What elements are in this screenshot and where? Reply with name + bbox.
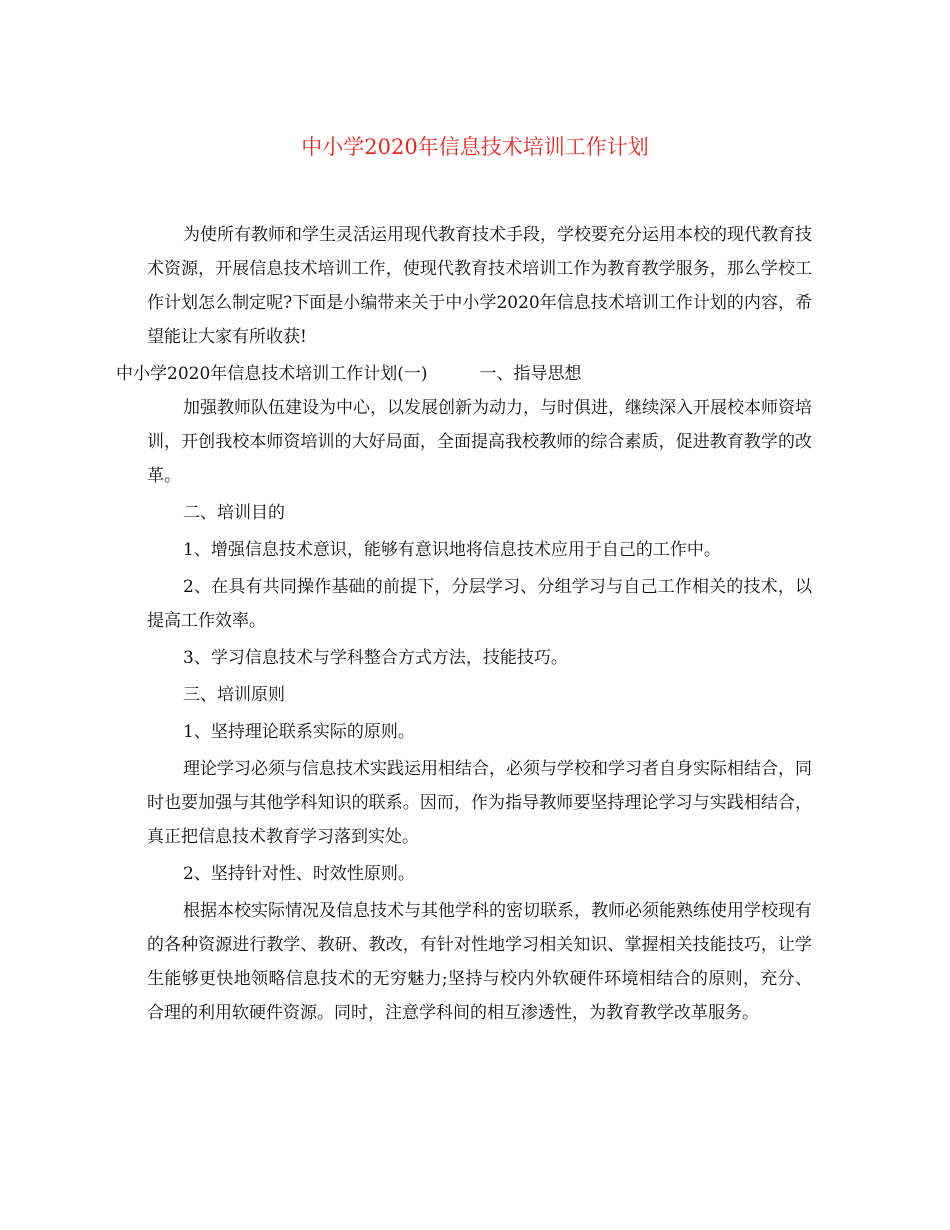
- section1-paragraph: 加强教师队伍建设为中心，以发展创新为动力，与时俱进，继续深入开展校本师资培训，开创我校本师资培训的大好局面，全面提高我校教师的综合素质，促进教育教学的改革。: [147, 398, 812, 486]
- principle-2: 2、坚持针对性、时效性原则。: [183, 864, 415, 884]
- plan-heading: 中小学2020年信息技术培训工作计划(一): [116, 364, 428, 384]
- principle-1-paragraph: 理论学习必须与信息技术实践运用相结合，必须与学校和学习者自身实际相结合，同时也要加强与其他学科知识的联系。因而，作为指导教师要坚持理论学习与实践相结合，真正把信息技术教育学习落到实处。: [147, 759, 812, 847]
- document-title: 中小学2020年信息技术培训工作计划: [301, 135, 649, 159]
- principle-2-paragraph: 根据本校实际情况及信息技术与其他学科的密切联系，教师必须能熟练使用学校现有的各种资源进行教学、教研、教改，有针对性地学习相关知识、掌握相关技能技巧，让学生能够更快地领略信息技术的无穷魅力;坚持与校内外软硬件环境相结合的原则，充分、合理的利用软硬件资源。同时，注意学科间的相互渗透性，为教育教学改革服务。: [147, 901, 812, 1023]
- section2-heading: 二、培训目的: [183, 503, 285, 523]
- goal-1: 1、增强信息技术意识，能够有意识地将信息技术应用于自己的工作中。: [183, 540, 721, 560]
- document-body: [116, 218, 812, 1033]
- goal-2: 2、在具有共同操作基础的前提下，分层学习、分组学习与自己工作相关的技术，以提高工作效率。: [147, 577, 812, 631]
- section3-heading: 三、培训原则: [183, 685, 285, 705]
- principle-1: 1、坚持理论联系实际的原则。: [183, 722, 415, 742]
- plan-heading-line: [116, 357, 812, 391]
- goal-3: 3、学习信息技术与学科整合方式方法，技能技巧。: [183, 648, 568, 668]
- section1-heading: 一、指导思想: [479, 364, 582, 384]
- intro-paragraph: 为使所有教师和学生灵活运用现代教育技术手段，学校要充分运用本校的现代教育技术资源，开展信息技术培训工作，使现代教育技术培训工作为教育教学服务，那么学校工作计划怎么制定呢?下面是小编带来关于中小学2020年信息技术培训工作计划的内容，希望能让大家有所收获!: [147, 225, 812, 347]
